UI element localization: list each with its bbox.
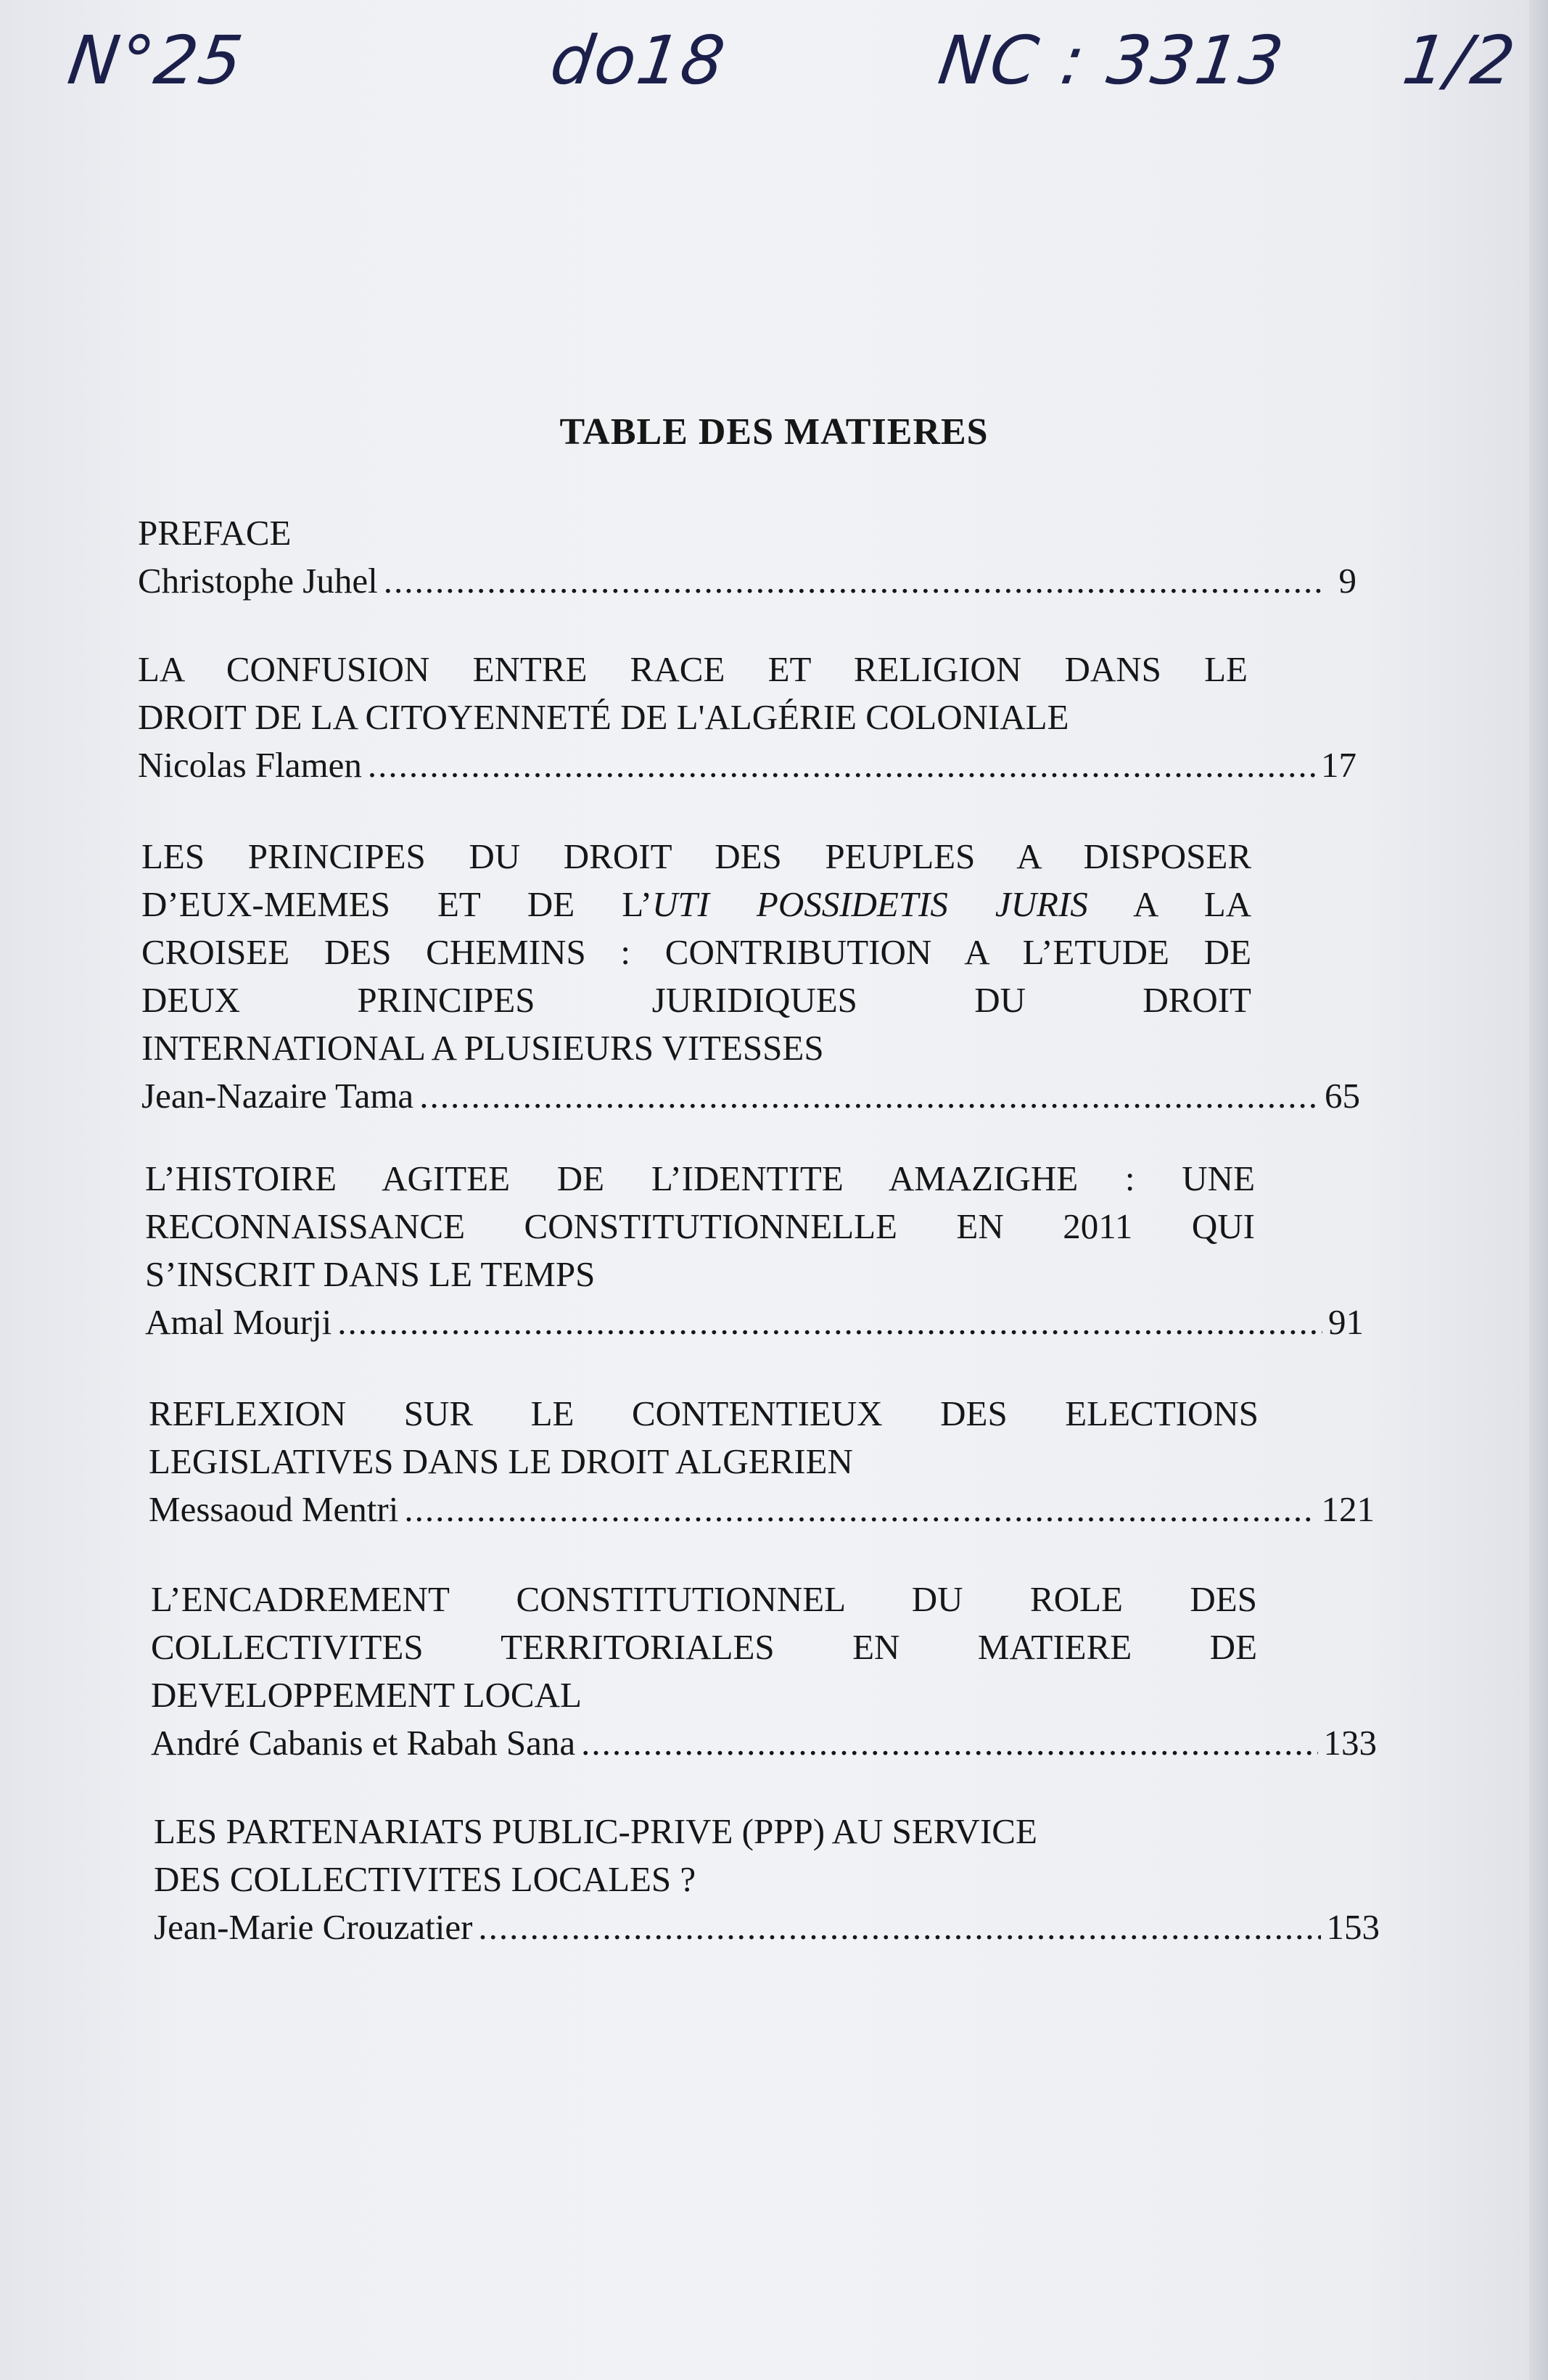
entry-title-line: DEUX PRINCIPES JURIDIQUES DU DROIT: [141, 980, 1251, 1020]
leader-dots: [404, 1486, 1315, 1533]
entry-title-line: LEGISLATIVES DANS LE DROIT ALGERIEN: [149, 1441, 853, 1481]
toc-entry-partenariats: [154, 1808, 1380, 1951]
entry-author-line: [138, 557, 1356, 605]
leader-dots: [337, 1298, 1322, 1346]
entry-page-number: 153: [1326, 1907, 1380, 1947]
entry-author-line: [145, 1298, 1364, 1346]
entry-title-italic: UTI POSSIDETIS JURIS: [651, 884, 1088, 924]
entry-title-line: DES COLLECTIVITES LOCALES ?: [154, 1859, 696, 1899]
entry-page-number: 91: [1328, 1302, 1364, 1342]
toc-entry-encadrement: [151, 1576, 1377, 1767]
handwritten-nc: NC : 3313: [934, 22, 1290, 99]
entry-title-line: D’EUX-MEMES ET DE L’UTI POSSIDETIS JURIS A LA: [141, 884, 1252, 924]
entry-page-number: 17: [1321, 745, 1356, 785]
toc-entry-confusion: [138, 646, 1356, 789]
entry-page-number: 65: [1325, 1076, 1360, 1116]
entry-author-line: [141, 1072, 1360, 1120]
leader-dots: [368, 741, 1315, 789]
entry-author-line: [149, 1486, 1375, 1533]
entry-title-line: LES PARTENARIATS PUBLIC-PRIVE (PPP) AU SERVICE: [154, 1811, 1037, 1851]
entry-author-line: [138, 741, 1356, 789]
handwritten-year: do18: [545, 22, 731, 99]
page-edge: [1529, 0, 1548, 2380]
toc-entry-principes: [141, 833, 1360, 1120]
leader-dots: [419, 1072, 1319, 1120]
entry-page-number: 133: [1323, 1723, 1377, 1763]
entry-author: Jean-Nazaire Tama: [141, 1076, 414, 1116]
entry-page-number: 9: [1338, 561, 1356, 601]
entry-author: Nicolas Flamen: [138, 745, 362, 785]
entry-title-line: DROIT DE LA CITOYENNETÉ DE L'ALGÉRIE COLONIALE: [138, 697, 1069, 737]
entry-author: André Cabanis et Rabah Sana: [151, 1723, 576, 1763]
entry-title-line: S’INSCRIT DANS LE TEMPS: [145, 1254, 596, 1294]
entry-author: Amal Mourji: [145, 1302, 332, 1342]
toc-title: TABLE DES MATIERES: [559, 411, 989, 453]
entry-title-line: RECONNAISSANCE CONSTITUTIONNELLE EN 2011 QUI: [145, 1206, 1255, 1246]
entry-title-line: LA CONFUSION ENTRE RACE ET RELIGION DANS LE: [138, 649, 1248, 689]
entry-author-line: [151, 1719, 1377, 1767]
handwritten-number: N°25: [63, 22, 249, 99]
entry-title-line: CROISEE DES CHEMINS : CONTRIBUTION A L’ETUDE DE: [141, 932, 1251, 972]
entry-title-line: INTERNATIONAL A PLUSIEURS VITESSES: [141, 1028, 824, 1068]
entry-author: Christophe Juhel: [138, 561, 378, 601]
toc-entry-preface: [138, 509, 1356, 605]
toc-entry-reflexion: [149, 1390, 1375, 1533]
leader-dots: [478, 1903, 1320, 1951]
entry-title-line: REFLEXION SUR LE CONTENTIEUX DES ELECTIONS: [149, 1393, 1259, 1433]
entry-title-line: LES PRINCIPES DU DROIT DES PEUPLES A DISPOSER: [141, 836, 1251, 876]
entry-title-line: DEVELOPPEMENT LOCAL: [151, 1675, 582, 1715]
toc-entry-histoire: [145, 1155, 1364, 1346]
entry-title-line: COLLECTIVITES TERRITORIALES EN MATIERE DE: [151, 1627, 1257, 1667]
entry-author: Messaoud Mentri: [149, 1489, 399, 1529]
entry-title-line: PREFACE: [138, 513, 292, 553]
leader-dots: [581, 1719, 1317, 1767]
entry-author-line: [154, 1903, 1380, 1951]
handwritten-part: 1/2: [1398, 22, 1521, 99]
entry-title-line: L’ENCADREMENT CONSTITUTIONNEL DU ROLE DES: [151, 1579, 1257, 1619]
entry-page-number: 121: [1321, 1489, 1375, 1529]
entry-author: Jean-Marie Crouzatier: [154, 1907, 473, 1947]
entry-title-line: L’HISTOIRE AGITEE DE L’IDENTITE AMAZIGHE : UNE: [145, 1158, 1255, 1198]
leader-dots: [384, 557, 1322, 605]
